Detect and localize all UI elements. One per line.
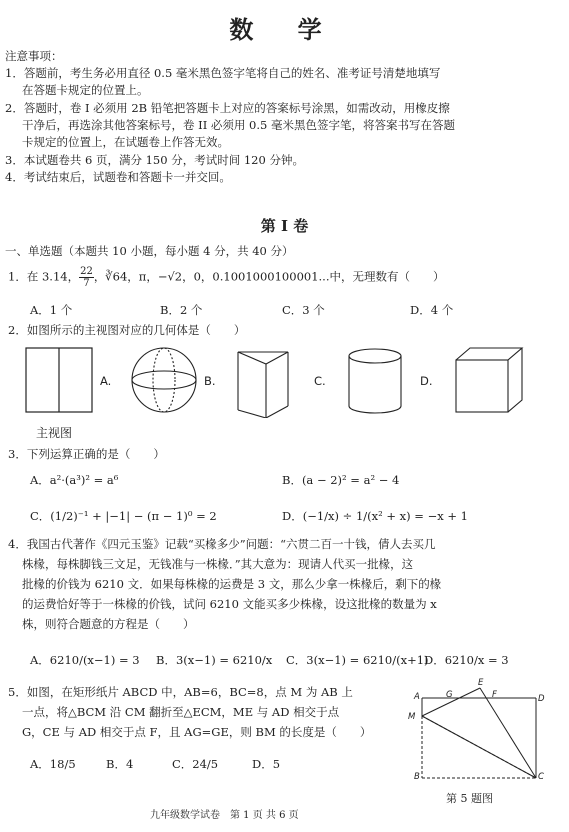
q4-option-d: D．6210/x = 3 bbox=[424, 653, 509, 667]
question-1-stem: 1．在 3.14， $\frac{22}{7}$ ，∛64，π，−√2，0，0.1001000100001...中，无理数有（ ） bbox=[8, 266, 445, 289]
q4-option-c: C．3(x−1) = 6210/(x+1) bbox=[286, 653, 429, 667]
q4-option-a: A．6210/(x−1) = 3 bbox=[30, 653, 140, 667]
q4-option-b: B．3(x−1) = 6210/x bbox=[156, 653, 273, 667]
q5-option-b: B．4 bbox=[106, 757, 134, 771]
q3-option-c: C．(1/2)⁻¹ + |−1| − (π − 1)⁰ = 2 bbox=[30, 509, 217, 523]
q4-line: 的运费恰好等于一株椽的价钱，试问 6210 文能买多少株椽，设这批椽的数量为 x bbox=[22, 597, 437, 611]
point-label-f: F bbox=[492, 690, 497, 700]
q3-option-a: A．a²·(a³)² = a⁶ bbox=[30, 473, 119, 487]
q4-line: 4．我国古代著作《四元玉鉴》记载“买椽多少”问题：“六贯二百一十钱，倩人去买几 bbox=[8, 537, 436, 551]
cube-figure bbox=[456, 348, 522, 412]
q1-option-a: A．1 个 bbox=[30, 303, 73, 317]
question-2-stem: 2．如图所示的主视图对应的几何体是（ ） bbox=[8, 323, 246, 337]
q5-geometry-figure bbox=[408, 680, 558, 788]
point-label-c: C bbox=[538, 772, 544, 782]
note-line: 卡规定的位置上，在试题卷上作答无效。 bbox=[22, 135, 229, 149]
q4-line: 株，则符合题意的方程是（ ） bbox=[22, 617, 195, 631]
q4-line: 株椽，每株脚钱三文足，无钱准与一株椽．”其大意为：现请人代买一批椽，这 bbox=[22, 557, 414, 571]
page-title: 数 学 bbox=[229, 15, 340, 44]
section-title: 第 I 卷 bbox=[260, 217, 309, 235]
q5-figure-caption: 第 5 题图 bbox=[446, 792, 493, 805]
q5-line: G，CE 与 AD 相交于点 F，且 AG=GE，则 BM 的长度是（ ） bbox=[22, 725, 372, 739]
note-line: 1．答题前，考生务必用直径 0.5 毫米黑色签字笔将自己的姓名、准考证号清楚地填写 bbox=[5, 66, 441, 80]
question-3-stem: 3．下列运算正确的是（ ） bbox=[8, 447, 165, 461]
cylinder-figure bbox=[349, 349, 401, 413]
q5-option-d: D．5 bbox=[252, 757, 281, 771]
q2-label-c: C. bbox=[314, 374, 326, 388]
page-footer: 九年级数学试卷 第 1 页 共 6 页 bbox=[150, 810, 299, 821]
main-view-figure bbox=[26, 348, 92, 412]
q3-option-d: D．(−1/x) ÷ 1/(x² + x) = −x + 1 bbox=[282, 509, 468, 523]
q1-option-d: D．4 个 bbox=[410, 303, 454, 317]
note-line: 4．考试结束后，试题卷和答题卡一并交回。 bbox=[5, 170, 231, 184]
q1-option-c: C．3 个 bbox=[282, 303, 325, 317]
q5-option-c: C．24/5 bbox=[172, 757, 219, 771]
prism-figure bbox=[238, 352, 288, 418]
point-label-a: A bbox=[414, 692, 420, 702]
q2-label-a: A. bbox=[100, 374, 112, 388]
q5-option-a: A．18/5 bbox=[30, 757, 76, 771]
q5-line: 5．如图，在矩形纸片 ABCD 中，AB=6，BC=8，点 M 为 AB 上 bbox=[8, 685, 353, 699]
main-view-caption: 主视图 bbox=[36, 426, 73, 440]
point-label-e: E bbox=[478, 678, 484, 688]
note-line: 干净后，再选涂其他答案标号，卷 II 必须用 0.5 毫米黑色签字笔，将答案书写在答题 bbox=[22, 118, 455, 132]
notes-heading: 注意事项： bbox=[5, 49, 63, 63]
note-line: 在答题卡规定的位置上。 bbox=[22, 83, 149, 97]
q4-line: 批椽的价钱为 6210 文．如果每株椽的运费是 3 文，那么少拿一株椽后，剩下的椽 bbox=[22, 577, 442, 591]
q5-line: 一点，将△BCM 沿 CM 翻折至△ECM，ME 与 AD 相交于点 bbox=[22, 705, 340, 719]
q1-option-b: B．2 个 bbox=[160, 303, 203, 317]
point-label-b: B bbox=[414, 772, 420, 782]
sphere-figure bbox=[132, 348, 196, 412]
point-label-m: M bbox=[408, 712, 416, 722]
fraction: $\frac{22}{7}$ bbox=[80, 266, 93, 289]
part1-heading: 一、单选题（本题共 10 小题，每小题 4 分，共 40 分） bbox=[5, 244, 294, 258]
point-label-g: G bbox=[446, 690, 453, 700]
q2-label-b: B. bbox=[204, 374, 216, 388]
q3-option-b: B．(a − 2)² = a² − 4 bbox=[282, 473, 400, 487]
point-label-d: D bbox=[538, 694, 545, 704]
note-line: 2．答题时，卷 I 必须用 2B 铅笔把答题卡上对应的答案标号涂黑，如需改动，用橡皮擦 bbox=[5, 101, 450, 115]
note-line: 3．本试题卷共 6 页，满分 150 分，考试时间 120 分钟。 bbox=[5, 153, 304, 167]
q2-label-d: D. bbox=[420, 374, 433, 388]
